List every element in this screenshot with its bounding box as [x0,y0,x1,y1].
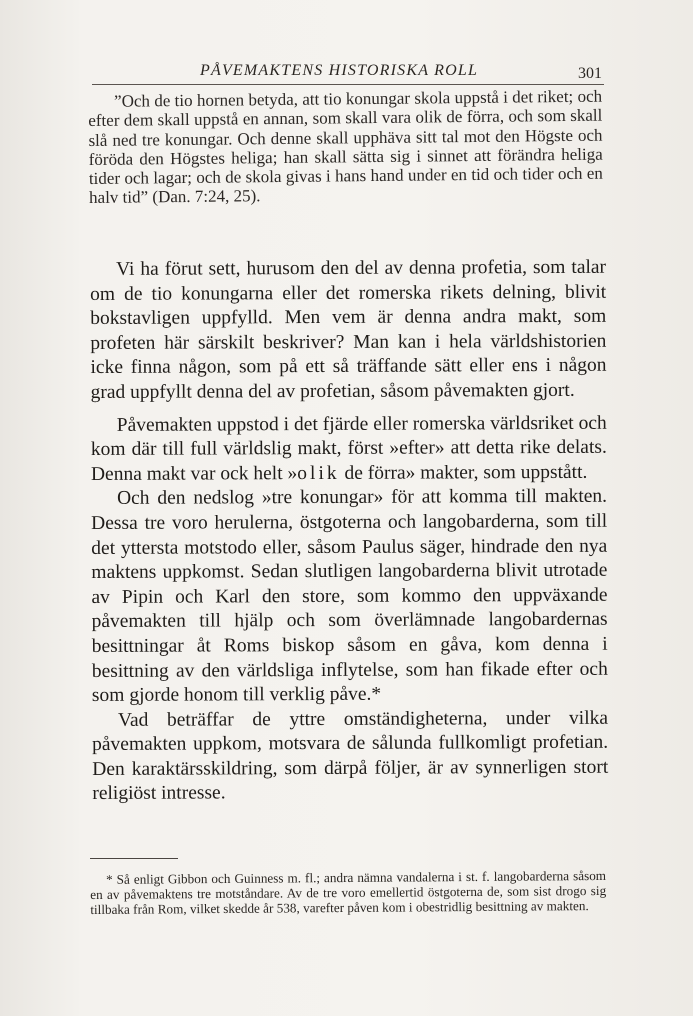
footnote-divider [90,858,178,859]
main-text [90,256,608,807]
paragraph-2-start: Påvemakten uppstod i det fjärde eller romerska världsriket och kom där till full världslig makt, först »efter» att detta rike delats. Denna makt var ock helt » [90,412,607,485]
paragraph-2-end: de förra» makter, som uppstått. [339,461,588,484]
paragraph-4: Vad beträffar de yttre omständigheterna, under vilka påvemakten uppkom, motsvara de sålunda fullkomligt profetian. Den karaktärsskildring, som därpå följer, är av synnerligen stort religiöst intresse. [92,707,609,805]
scripture-quote: ”Och de tio hornen betyda, att tio konungar skola uppstå i det riket; och efter dem skall uppstå en annan, som skall vara olik de förra, och som skall slå ned tre konungar. Och denne skall upphäva sitt tal mot den Högste och föröda den Högstes heliga; han skall sätta sig i sinnet att förändra heliga tider och lagar; och de skola givas i hans hand under en tid och tider och en halv tid” (Dan. 7:24, 25). [88,86,603,208]
paragraph-2 [91,411,607,487]
running-header [92,62,604,85]
running-title: PÅVEMAKTENS HISTORISKA ROLL [200,62,479,79]
paragraph-3: Och den nedslog »tre konungar» för att komma till makten. Dessa tre voro herulerna, östgoterna och langobarderna, som till det yttersta motstodo eller, såsom Paulus säger, hindrade den nya maktens uppkomst. Sedan slutligen langobarderna blivit utrotade av Pipin och Karl den store, som kommo den uppväxande påvemakten till hjälp och som överlämnade langobardernas besittningar åt Roms biskop såsom en gåva, kom denna i besittning av den världsliga inflytelse, som han fikade efter och som gjorde honom till verklig påve.* [91,486,608,707]
paragraph-1: Vi ha förut sett, hurusom den del av denna profetia, som talar om de tio konungarna eller det romerska rikets delning, blivit bokstavligen uppfylld. Men vem är denna andra makt, som profeten här särskilt beskriver? Man kan i hela världshistorien icke finna någon, som på ett så träffande sätt eller ens i någon grad uppfyllt denna del av profetian, såsom påvemakten gjort. [90,256,607,403]
footnote: * Så enligt Gibbon och Guinness m. fl.; andra nämna vandalerna i st. f. langobarderna såsom en av påvemaktens tre motståndare. Av de tre voro emellertid östgoterna de, som sist drogo sig tillbaka från Rom, vilket skedde år 538, varefter påven kom i obestridlig besittning av makten. [90,867,607,917]
spaced-word: olik [297,462,340,484]
page-number: 301 [578,65,602,82]
